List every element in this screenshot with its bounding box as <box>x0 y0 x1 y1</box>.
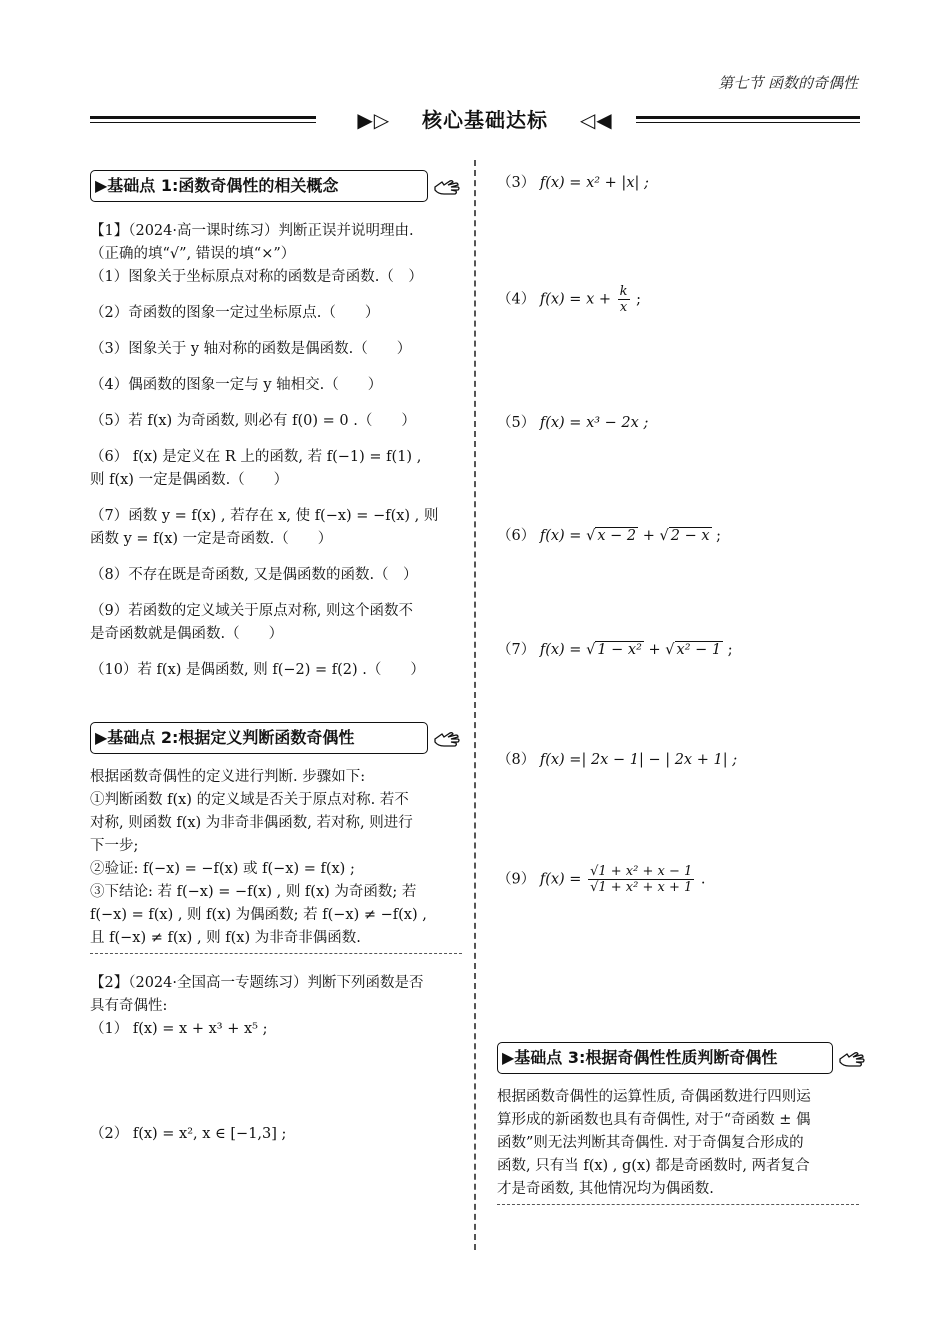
section-title <box>340 104 630 133</box>
section2-intro <box>90 766 462 954</box>
section1-header <box>90 170 462 202</box>
section3-text <box>497 1086 859 1205</box>
section2-intro-line: f(−x) = f(x) , 则 f(x) 为偶函数; 若 f(−x) ≠ −f(x) , <box>90 907 427 923</box>
section3-line: 函数, 只有当 f(x) , g(x) 都是奇函数时, 两者复合 <box>497 1158 810 1174</box>
q2-item-2: （2） f(x) = x², x ∈ [−1,3] ; <box>90 1126 287 1142</box>
q2-head-2: 具有奇偶性: <box>90 998 168 1014</box>
title-rule-right <box>636 116 860 123</box>
section3-label: ▶基础点 3:根据奇偶性性质判断奇偶性 <box>497 1042 833 1074</box>
column-divider <box>474 160 476 1250</box>
title-text: 核心基础达标 <box>422 108 548 132</box>
q1-head: 【1】（2024·高一课时练习）判断正误并说明理由. <box>90 223 414 239</box>
section3 <box>497 1042 867 1205</box>
section2-intro-line: 根据函数奇偶性的定义进行判断. 步骤如下: <box>90 769 366 785</box>
q1-item-9b: 是奇函数就是偶函数.（ ） <box>90 626 284 642</box>
title-arrows-left: ▶▷ <box>357 108 391 132</box>
title-arrows-right: ◁◀ <box>579 108 613 132</box>
section3-line: 才是奇函数, 其他情况均为偶函数. <box>497 1181 714 1197</box>
section2-intro-line: ①判断函数 f(x) 的定义域是否关于原点对称. 若不 <box>90 792 409 808</box>
q1-item-8: （8）不存在既是奇函数, 又是偶函数的函数.（ ） <box>90 567 418 583</box>
section2-label: ▶基础点 2:根据定义判断函数奇偶性 <box>90 722 428 754</box>
q1-item-2: （2）奇函数的图象一定过坐标原点.（ ） <box>90 305 380 321</box>
section-title-bar <box>90 104 860 136</box>
section3-line: 算形成的新函数也具有奇偶性, 对于“奇函数 ± 偶 <box>497 1112 811 1128</box>
section1-label: ▶基础点 1:函数奇偶性的相关概念 <box>90 170 428 202</box>
pointing-hand-icon <box>432 173 462 199</box>
pointing-hand-icon <box>432 725 462 751</box>
running-head: 第七节 函数的奇偶性 <box>718 74 858 92</box>
pointing-hand-icon <box>837 1045 867 1071</box>
q2-item-3: （3） f(x) = x² + |x| ; <box>497 175 649 191</box>
q1-item-6b: 则 f(x) 一定是偶函数.（ ） <box>90 472 289 488</box>
section2-header <box>90 722 462 754</box>
q2-item-4: （4） f(x) = x + $\frac{k}{x}$ ; <box>497 284 642 315</box>
section2-intro-line: 下一步; <box>90 838 139 854</box>
section2-intro-line: ②验证: f(−x) = −f(x) 或 f(−x) = f(x) ; <box>90 861 355 877</box>
q2-item-6: （6） f(x) = √ x − 2 + √ 2 − x ; <box>497 528 722 544</box>
right-column <box>497 170 862 1250</box>
section2-intro-line: 且 f(−x) ≠ f(x) , 则 f(x) 为非奇非偶函数. <box>90 930 361 946</box>
left-column <box>90 170 462 1146</box>
q2-item-5: （5） f(x) = x³ − 2x ; <box>497 415 649 431</box>
q1-item-1: （1）图象关于坐标原点对称的函数是奇函数.（ ） <box>90 269 423 285</box>
q1-item-4: （4）偶函数的图象一定与 y 轴相交.（ ） <box>90 377 383 393</box>
q1-item-6a: （6） f(x) 是定义在 R 上的函数, 若 f(−1) = f(1) , <box>90 449 422 465</box>
q1-note: （正确的填“√”, 错误的填“×”） <box>90 246 296 262</box>
section2-intro-line: ③下结论: 若 f(−x) = −f(x) , 则 f(x) 为奇函数; 若 <box>90 884 417 900</box>
q1-item-10: （10）若 f(x) 是偶函数, 则 f(−2) = f(2) .（ ） <box>90 662 425 678</box>
q2-item-9: （9） f(x) = $\frac{\text{√1 + x² + x − 1}}{\text{√1 + x² + x + 1}}$ . <box>497 864 706 895</box>
q2-item-7: （7） f(x) = √ 1 − x² + √ x² − 1 ; <box>497 642 733 658</box>
section3-line: 根据函数奇偶性的运算性质, 奇偶函数进行四则运 <box>497 1089 811 1105</box>
section3-header <box>497 1042 867 1074</box>
q2-item-8: （8） f(x) =| 2x − 1| − | 2x + 1| ; <box>497 752 738 768</box>
section3-line: 函数”则无法判断其奇偶性. 对于奇偶复合形成的 <box>497 1135 804 1151</box>
q2-item-1: （1） f(x) = x + x³ + x⁵ ; <box>90 1021 268 1037</box>
section2-intro-line: 对称, 则函数 f(x) 为非奇非偶函数, 若对称, 则进行 <box>90 815 413 831</box>
title-rule-left <box>90 116 316 123</box>
q1-item-5: （5）若 f(x) 为奇函数, 则必有 f(0) = 0 .（ ） <box>90 413 416 429</box>
fraction: $\frac{k}{x}$ <box>619 284 628 315</box>
q1-item-3: （3）图象关于 y 轴对称的函数是偶函数.（ ） <box>90 341 412 357</box>
q1-item-9a: （9）若函数的定义域关于原点对称, 则这个函数不 <box>90 603 413 619</box>
fraction: $\frac{\text{√1 + x² + x − 1}}{\text{√1 + x² + x + 1}}$ <box>590 864 693 895</box>
q1-item-7b: 函数 y = f(x) 一定是奇函数.（ ） <box>90 531 333 547</box>
q1-item-7a: （7）函数 y = f(x) , 若存在 x, 使 f(−x) = −f(x) , 则 <box>90 508 439 524</box>
q2-head: 【2】（2024·全国高一专题练习）判断下列函数是否 <box>90 975 424 991</box>
